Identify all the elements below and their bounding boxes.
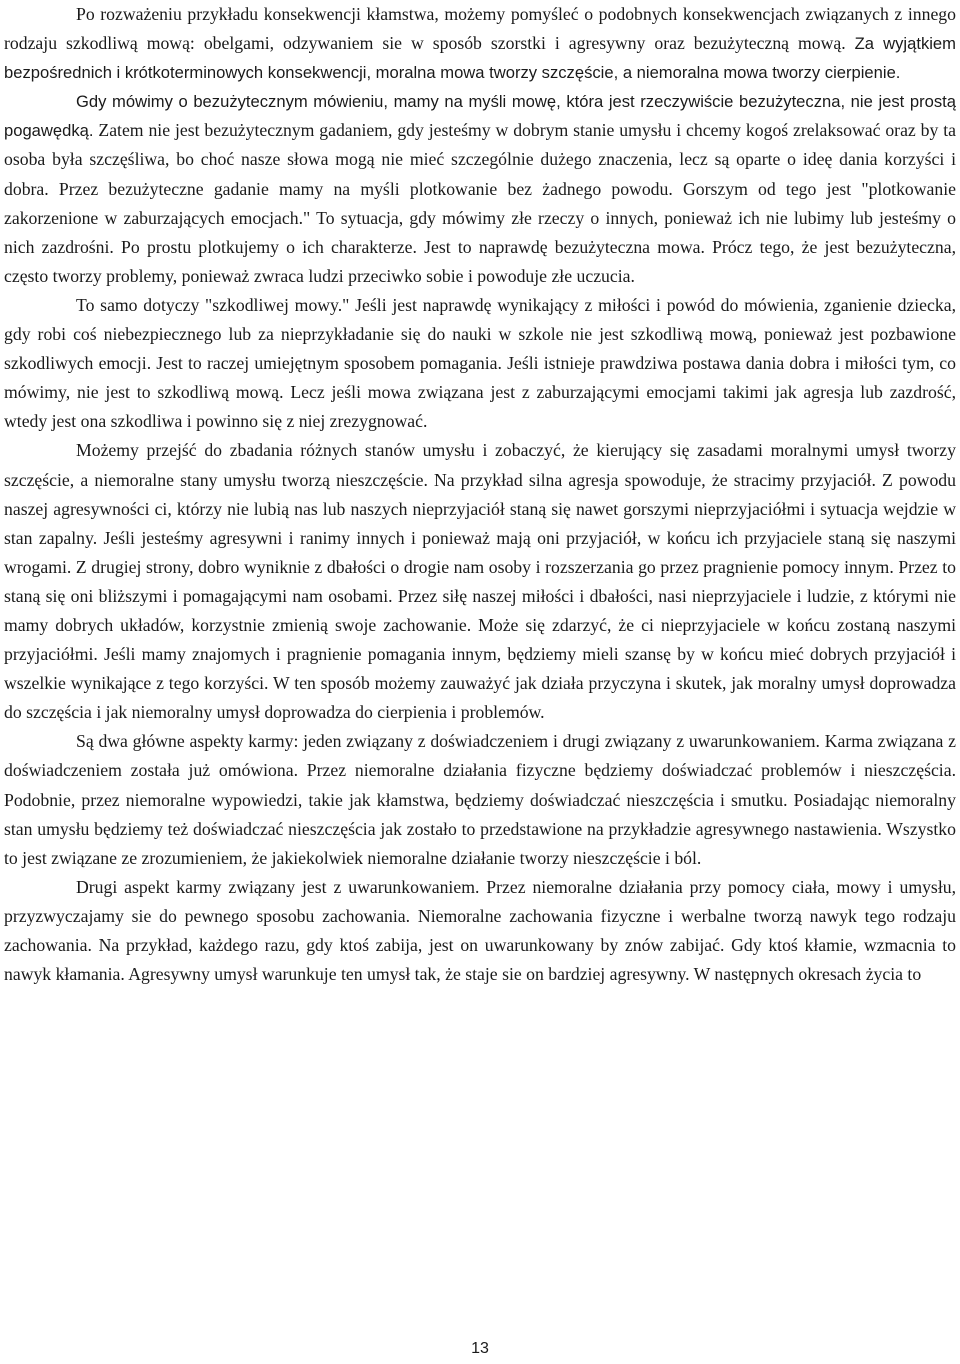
paragraph-1 <box>4 0 956 87</box>
paragraph-3 <box>4 291 956 436</box>
paragraph-2-text-1: Gdy mówimy o bezużytecznym mówieniu, mamy na myśli mowę, która jest rzeczywiście bezużyteczna, nie jest prostą pogawędką. <box>4 92 956 141</box>
paragraph-2-text-2: Zatem nie jest bezużytecznym gadaniem, gdy jesteśmy w dobrym stanie umysłu i chcemy kogoś zrelaksować oraz by ta osoba była szczęśliwa, bo choć nasze słowa mogą nie mieć szczególnie dużego znaczenia, lecz są oparte o ideę dania korzyści i dobra. Przez bezużyteczne gadanie mamy na myśli plotkowanie bez żadnego powodu. Gorszym od tego jest "plotkowanie zakorzenione w zaburzających emocjach." To sytuacja, gdy mówimy złe rzeczy o innych, ponieważ ich nie lubimy lub jesteśmy o nich zazdrośni. Po prostu plotkujemy o ich charakterze. Jest to naprawdę bezużyteczna mowa. Prócz tego, że jest bezużyteczna, często tworzy problemy, ponieważ zwraca ludzi przeciwko sobie i powoduje złe uczucia. <box>4 120 956 286</box>
page-number: 13 <box>471 1340 489 1357</box>
paragraph-1-text-2: Za wyjątkiem bezpośrednich i krótkoterminowych konsekwencji, moralna mowa tworzy szczęście, a niemoralna mowa tworzy cierpienie. <box>4 34 956 83</box>
paragraph-6-text: Drugi aspekt karmy związany jest z uwarunkowaniem. Przez niemoralne działania przy pomocy ciała, mowy i umysłu, przyzwyczajamy sie do pewnego sposobu zachowania. Niemoralne zachowania fizyczne i werbalne tworzą nawyk tego rodzaju zachowania. Na przykład, każdego razu, gdy ktoś zabija, jest on uwarunkowany by znów zabijać. Gdy ktoś kłamie, wzmacnia to nawyk kłamania. Agresywny umysł warunkuje ten umysł tak, że staje sie on bardziej agresywny. W następnych okresach życia to <box>4 876 956 985</box>
body-text <box>4 0 956 989</box>
paragraph-2 <box>4 87 956 291</box>
paragraph-6 <box>4 873 956 989</box>
paragraph-4 <box>4 436 956 727</box>
paragraph-4-text: Możemy przejść do zbadania różnych stanów umysłu i zobaczyć, że kierujący się zasadami moralnymi umysł tworzy szczęście, a niemoralne stany umysłu tworzą nieszczęście. Na przykład silna agresja spowoduje, że stracimy przyjaciół. Z powodu naszej agresywności ci, którzy nie lubią nas lub naszych nieprzyjaciół staną się nawet gorszymi nieprzyjaciółmi i sytuacja wejdzie w stan zapalny. Jeśli jesteśmy agresywni i ranimy innych i ponieważ mają oni przyjaciół, w końcu ich przyjaciele staną się naszymi wrogami. Z drugiej strony, dobro wyniknie z dbałości o drogie nam osoby i rozszerzania go przez pragnienie pomocy innym. Przez to staną się oni bliższymi i pomagającymi nam osobami. Przez siłę naszej miłości i dbałości, nasi nieprzyjaciele i ludzie, z którymi nie mamy dobrych układów, korzystnie zmienią swoje zachowanie. Może się zdarzyć, że ci nieprzyjaciele w końcu zostaną naszymi przyjaciółmi. Jeśli mamy znajomych i pragnienie pomagania innym, będziemy mieli szansę by w końcu mieć dobrych przyjaciół i wszelkie wynikające z tego korzyści. W ten sposób możemy zauważyć jak działa przyczyna i skutek, jak moralny umysł doprowadza do szczęścia i jak niemoralny umysł doprowadza do cierpienia i problemów. <box>4 440 956 723</box>
paragraph-3-text: To samo dotyczy "szkodliwej mowy." Jeśli jest naprawdę wynikający z miłości i powód do mówienia, zganienie dziecka, gdy robi coś niebezpiecznego lub za nieprzykładanie się do nauki w szkole nie jest szkodliwą mową, ponieważ jest pozbawione szkodliwych emocji. Jest to raczej umiejętnym sposobem pomagania. Jeśli istnieje prawdziwa postawa dania dobra i miłości tym, co mówimy, nie jest to szkodliwą mową. Lecz jeśli mowa związana jest z zaburzającymi emocjami takimi jak agresja lub zazdrość, wtedy jest ona szkodliwa i powinno się z niej zrezygnować. <box>4 294 956 432</box>
paragraph-1-text-1: Po rozważeniu przykładu konsekwencji kłamstwa, możemy pomyśleć o podobnych konsekwencjach związanych z innego rodzaju szkodliwą mową: obelgami, odzywaniem sie w sposób szorstki i agresywny oraz bezużyteczną mową. <box>4 4 956 54</box>
document-page <box>4 0 956 1364</box>
paragraph-5 <box>4 727 956 872</box>
paragraph-5-text: Są dwa główne aspekty karmy: jeden związany z doświadczeniem i drugi związany z uwarunkowaniem. Karma związana z doświadczeniem została już omówiona. Przez niemoralne działania fizyczne będziemy doświadczać problemów i nieszczęścia. Podobnie, przez niemoralne wypowiedzi, takie jak kłamstwa, będziemy doświadczać nieszczęścia i smutku. Posiadając niemoralny stan umysłu będziemy też doświadczać nieszczęścia jak zostało to przedstawione na przykładzie agresywnego nastawienia. Wszystko to jest związane ze zrozumieniem, że jakiekolwiek niemoralne działanie tworzy nieszczęście i ból. <box>4 731 956 868</box>
